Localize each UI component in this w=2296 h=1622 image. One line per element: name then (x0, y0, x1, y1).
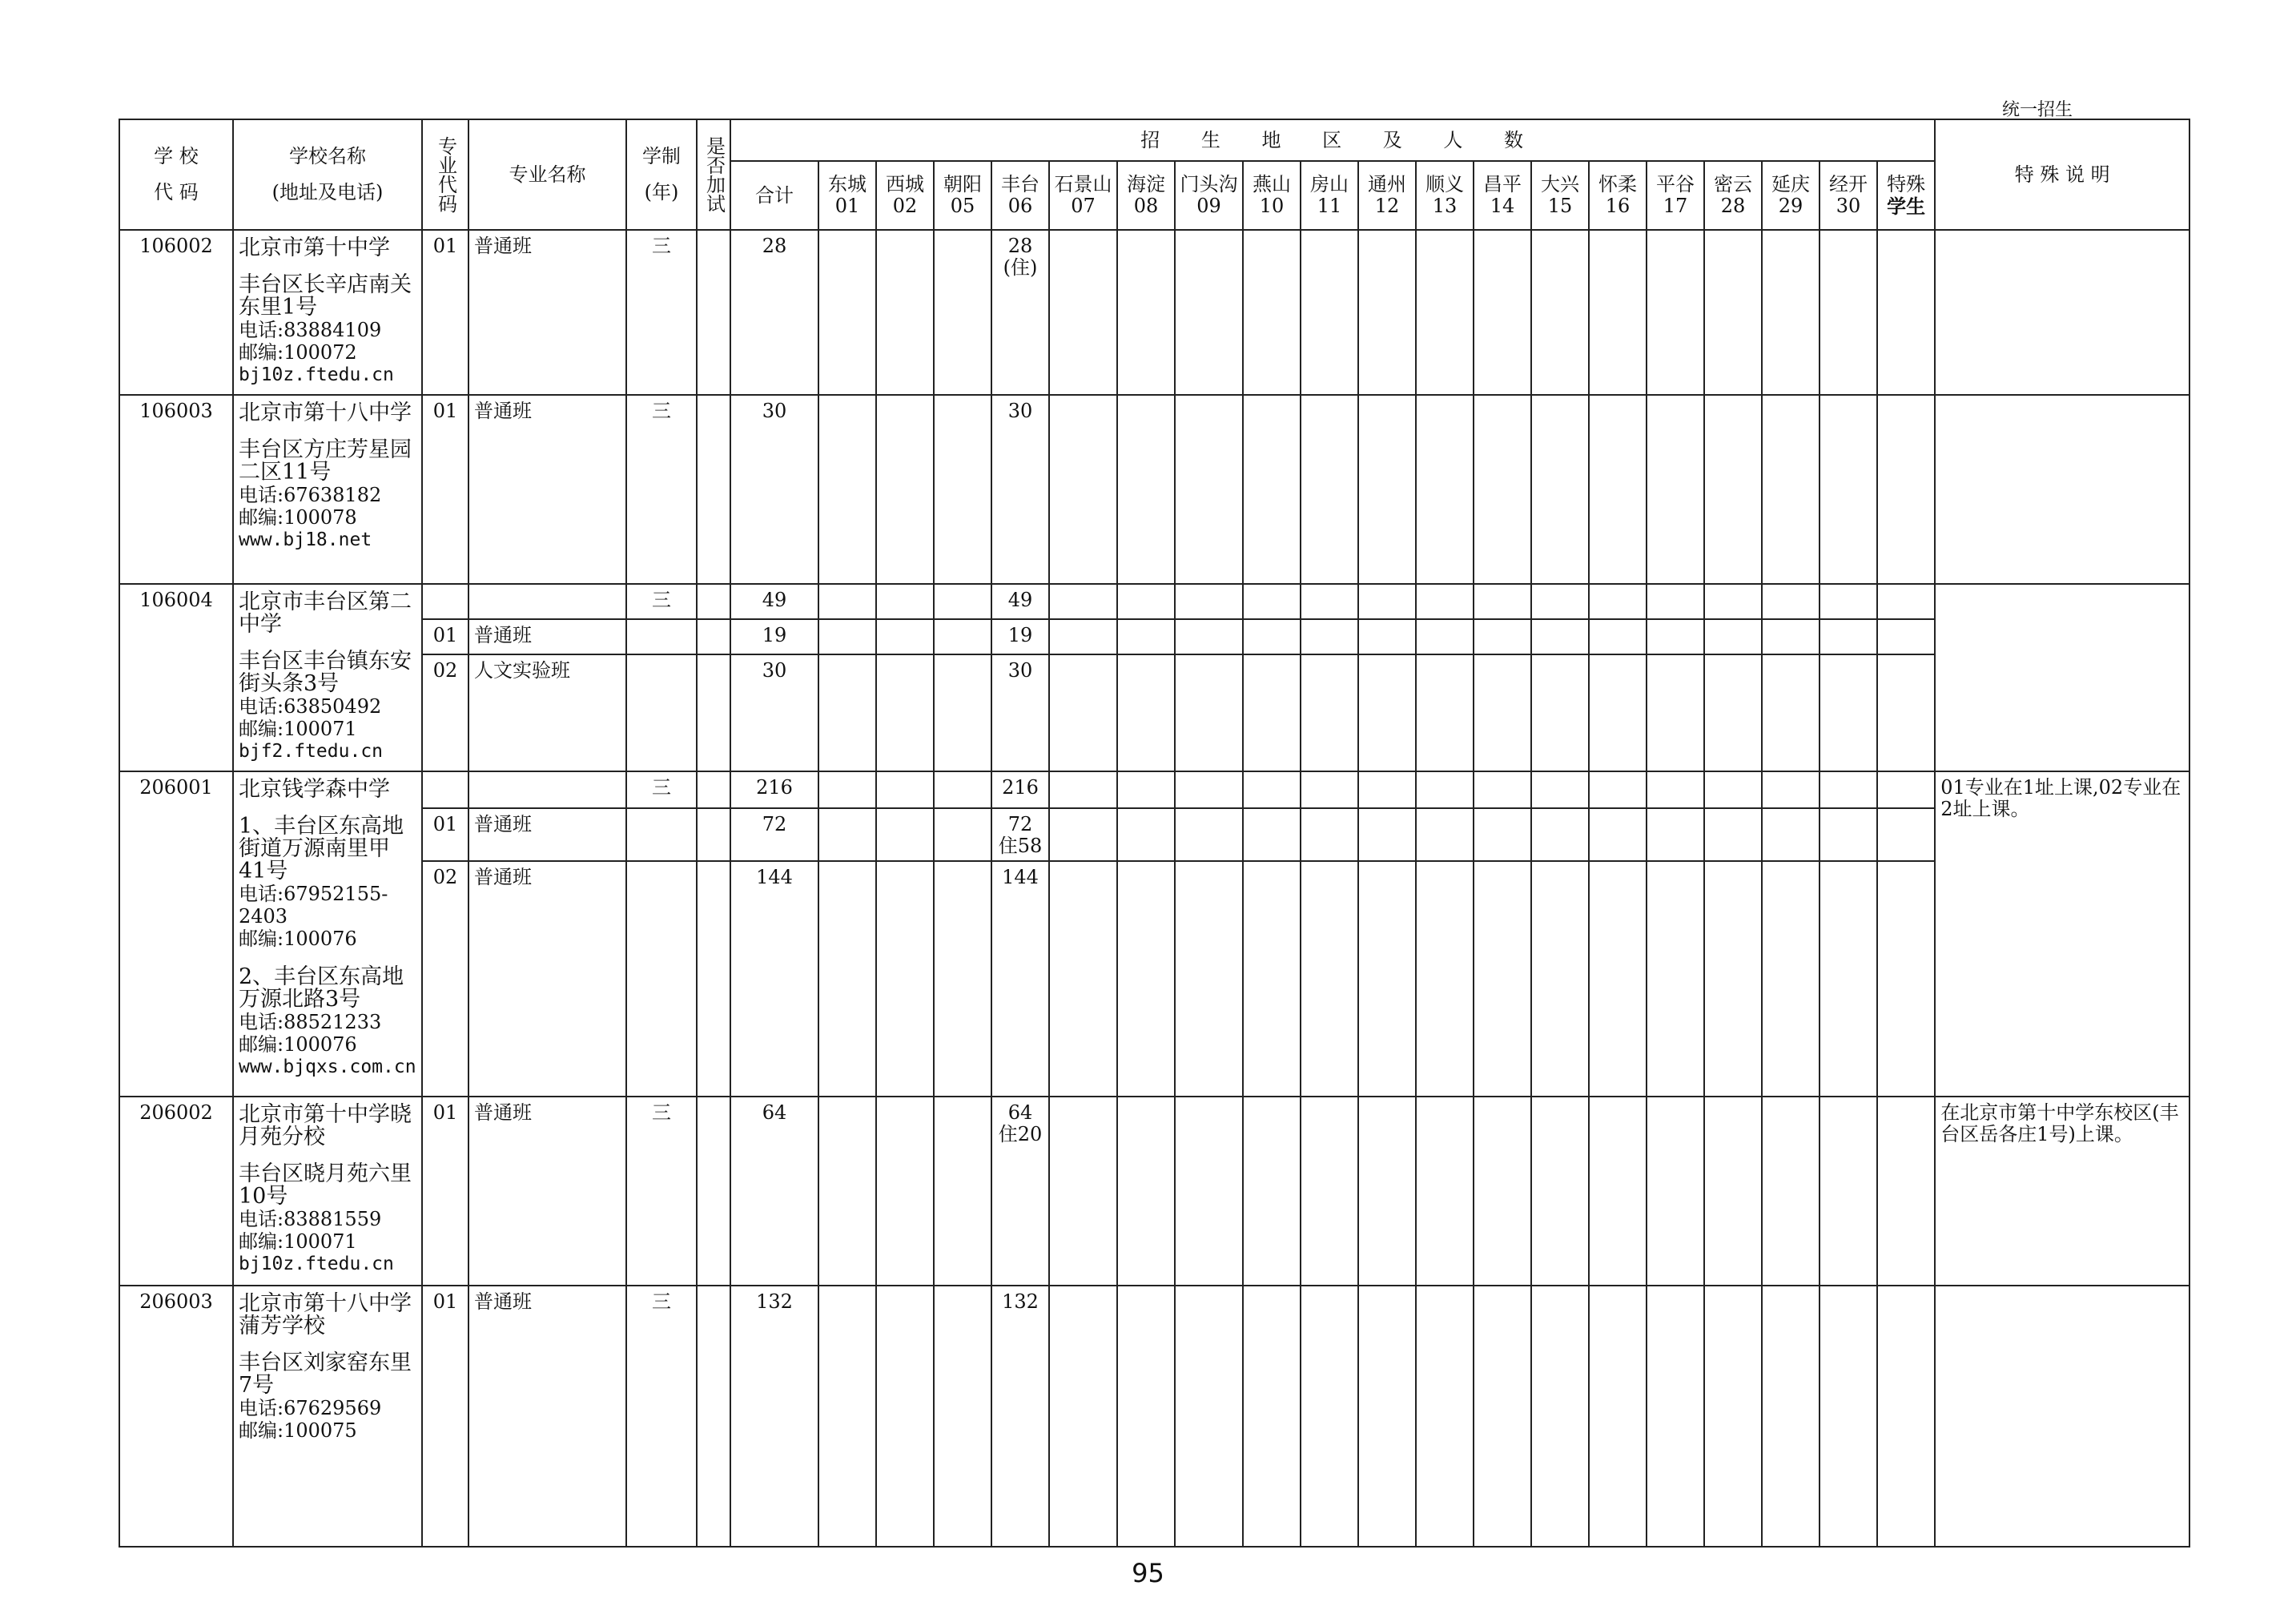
duration: 三 (626, 584, 697, 619)
enrollment-table (119, 119, 2190, 1548)
total: 144 (730, 861, 818, 1097)
region-code: 学生 (1887, 195, 1926, 218)
header-school-code-line1: 学 校 (154, 145, 199, 167)
header-school-code (119, 119, 233, 230)
region-code: 28 (1720, 195, 1746, 217)
school-website: www.bj18.net (239, 529, 372, 550)
header-special-note: 特 殊 说 明 (1935, 119, 2189, 230)
major-code: 01 (422, 1286, 468, 1547)
school-postcode: 邮编:100071 (239, 718, 357, 740)
school-address: 丰台区晓月苑六里10号 (239, 1161, 412, 1209)
special-note: 01专业在1址上课,02专业在2址上课。 (1935, 771, 2189, 1097)
region-header-11 (1416, 161, 1474, 230)
header-school-name (233, 119, 422, 230)
region-name: 昌平 (1483, 173, 1522, 195)
header-school-name-line1: 学校名称 (289, 145, 366, 167)
school-code: 106002 (119, 230, 233, 395)
special-note (1935, 584, 2189, 771)
region-name: 门头沟 (1180, 173, 1238, 195)
region-code: 02 (892, 195, 918, 217)
total: 72 (730, 808, 818, 861)
school-address: 丰台区长辛店南关东里1号 (239, 272, 412, 320)
region-header-12 (1474, 161, 1531, 230)
region-name: 特殊 (1887, 173, 1926, 195)
duration: 三 (626, 395, 697, 584)
school-phone: 电话:67629569 (239, 1397, 382, 1419)
total: 19 (730, 619, 818, 654)
school-info (233, 1097, 422, 1286)
region-header-1 (818, 161, 876, 230)
fengtai-boarding: (住) (1003, 256, 1038, 279)
region-name: 大兴 (1541, 173, 1579, 195)
region-code: 06 (1007, 195, 1033, 217)
header-major-code-text: 专业代码 (434, 136, 457, 213)
school-address: 丰台区方庄芳星园二区11号 (239, 437, 412, 485)
fengtai-cell (991, 230, 1049, 395)
region-name: 通州 (1368, 173, 1406, 195)
region-code: 29 (1778, 195, 1803, 217)
region-header-5 (1049, 161, 1117, 230)
region-name: 顺义 (1425, 173, 1464, 195)
school-info (233, 395, 422, 584)
table-row (119, 230, 2189, 395)
special-note (1935, 395, 2189, 584)
major-code: 01 (422, 1097, 468, 1286)
region-code: 15 (1547, 195, 1573, 217)
special-note (1935, 1286, 2189, 1547)
extra-test (697, 1097, 730, 1286)
top-note: 统一招生 (2002, 100, 2073, 120)
school-postcode: 邮编:100078 (239, 506, 357, 529)
fengtai-count: 132 (991, 1286, 1049, 1547)
fengtai-count: 28 (1007, 235, 1033, 257)
header-major-name: 专业名称 (468, 119, 626, 230)
school-code: 206003 (119, 1286, 233, 1547)
fengtai-count: 144 (991, 861, 1049, 1097)
fengtai-count: 19 (991, 619, 1049, 654)
region-name: 平谷 (1656, 173, 1695, 195)
school-postcode: 邮编:100071 (239, 1230, 357, 1253)
region-header-9 (1301, 161, 1358, 230)
school-phone-1: 电话:67952155-2403 (239, 883, 388, 928)
header-duration-line1: 学制 (642, 145, 681, 167)
region-header-3 (934, 161, 991, 230)
major-code: 01 (422, 619, 468, 654)
region-name: 朝阳 (943, 173, 982, 195)
major-name: 普通班 (468, 808, 626, 861)
school-website: www.bjqxs.com.cn (239, 1057, 416, 1077)
major-code: 02 (422, 861, 468, 1097)
school-name: 北京钱学森中学 (239, 777, 390, 802)
major-code: 01 (422, 808, 468, 861)
region-name: 怀柔 (1598, 173, 1637, 195)
duration: 三 (626, 230, 697, 395)
major-code: 01 (422, 230, 468, 395)
header-duration (626, 119, 697, 230)
school-website: bjf2.ftedu.cn (239, 741, 384, 762)
school-postcode-1: 邮编:100076 (239, 928, 357, 950)
table-row (119, 654, 2189, 771)
region-code: 11 (1317, 195, 1342, 217)
school-name: 北京市第十中学 (239, 235, 390, 260)
table-row (119, 1286, 2189, 1547)
total: 28 (730, 230, 818, 395)
school-postcode-2: 邮编:100076 (239, 1033, 357, 1056)
school-phone: 电话:83881559 (239, 1208, 382, 1230)
region-name: 密云 (1714, 173, 1752, 195)
region-name: 海淀 (1127, 173, 1165, 195)
school-postcode: 邮编:100075 (239, 1419, 357, 1442)
school-info (233, 771, 422, 1097)
total: 30 (730, 395, 818, 584)
region-name: 经开 (1829, 173, 1868, 195)
header-major-code (422, 119, 468, 230)
school-name: 北京市第十八中学 (239, 400, 412, 425)
region-name: 房山 (1310, 173, 1349, 195)
fengtai-count: 216 (991, 771, 1049, 808)
school-name: 北京市丰台区第二中学 (239, 590, 412, 637)
header-school-code-line2: 代 码 (154, 181, 199, 203)
school-address: 丰台区丰台镇东安街头条3号 (239, 649, 412, 696)
school-code: 206002 (119, 1097, 233, 1286)
region-name: 燕山 (1253, 173, 1291, 195)
table-row (119, 584, 2189, 619)
header-extra-test-text: 是否加试 (702, 136, 726, 213)
school-postcode: 邮编:100072 (239, 341, 357, 364)
region-name: 西城 (886, 173, 924, 195)
total: 30 (730, 654, 818, 771)
school-phone-2: 电话:88521233 (239, 1011, 382, 1033)
school-code: 106004 (119, 584, 233, 771)
major-name: 普通班 (468, 1097, 626, 1286)
school-name: 北京市第十八中学蒲芳学校 (239, 1291, 412, 1338)
school-address-2: 2、丰台区东高地万源北路3号 (239, 964, 404, 1012)
region-name: 丰台 (1001, 173, 1039, 195)
major-name: 人文实验班 (468, 654, 626, 771)
special-note (1935, 230, 2189, 395)
major-name: 普通班 (468, 395, 626, 584)
region-header-15 (1647, 161, 1704, 230)
major-name: 普通班 (468, 1286, 626, 1547)
region-header-19 (1877, 161, 1935, 230)
school-info (233, 584, 422, 771)
region-header-13 (1531, 161, 1589, 230)
school-code: 106003 (119, 395, 233, 584)
region-header-17 (1762, 161, 1820, 230)
total: 216 (730, 771, 818, 808)
fengtai-count: 30 (991, 395, 1049, 584)
region-header-4 (991, 161, 1049, 230)
region-header-6 (1117, 161, 1175, 230)
total: 64 (730, 1097, 818, 1286)
region-header-8 (1243, 161, 1301, 230)
header-school-name-line2: (地址及电话) (271, 181, 384, 203)
region-code: 05 (950, 195, 975, 217)
region-code: 08 (1133, 195, 1159, 217)
region-name: 延庆 (1771, 173, 1810, 195)
region-code: 07 (1071, 195, 1096, 217)
major-name: 普通班 (468, 861, 626, 1097)
major-name: 普通班 (468, 230, 626, 395)
header-duration-line2: (年) (644, 181, 679, 203)
school-phone: 电话:63850492 (239, 695, 382, 718)
table-row (119, 395, 2189, 584)
header-row-1 (119, 119, 2189, 161)
school-info (233, 230, 422, 395)
fengtai-count: 49 (991, 584, 1049, 619)
school-code: 206001 (119, 771, 233, 1097)
region-name: 东城 (828, 173, 867, 195)
region-header-16 (1704, 161, 1762, 230)
region-code: 09 (1196, 195, 1221, 217)
duration: 三 (626, 771, 697, 808)
region-header-18 (1820, 161, 1877, 230)
region-header-7 (1175, 161, 1243, 230)
fengtai-cell (991, 808, 1049, 861)
school-address-1: 1、丰台区东高地街道万源南里甲41号 (239, 814, 404, 883)
duration: 三 (626, 1286, 697, 1547)
region-code: 17 (1663, 195, 1688, 217)
region-code: 12 (1374, 195, 1400, 217)
fengtai-boarding: 住20 (998, 1123, 1043, 1145)
region-code: 16 (1605, 195, 1631, 217)
total: 132 (730, 1286, 818, 1547)
school-website: bj10z.ftedu.cn (239, 364, 394, 385)
table-row (119, 619, 2189, 654)
region-code: 10 (1259, 195, 1285, 217)
table-row (119, 808, 2189, 861)
fengtai-cell (991, 1097, 1049, 1286)
region-code: 30 (1836, 195, 1861, 217)
major-code: 02 (422, 654, 468, 771)
table-row (119, 771, 2189, 808)
school-website: bj10z.ftedu.cn (239, 1254, 394, 1274)
region-header-0 (730, 161, 818, 230)
school-phone: 电话:67638182 (239, 484, 382, 506)
header-region-title: 招 生 地 区 及 人 数 (730, 119, 1935, 161)
region-name: 合计 (755, 183, 794, 207)
table-row (119, 861, 2189, 1097)
header-extra-test (697, 119, 730, 230)
school-name: 北京市第十中学晓月苑分校 (239, 1102, 412, 1149)
fengtai-count: 64 (1007, 1101, 1033, 1124)
region-header-2 (876, 161, 934, 230)
table-row (119, 1097, 2189, 1286)
region-code: 14 (1490, 195, 1515, 217)
page-number: 95 (1132, 1558, 1164, 1588)
fengtai-boarding: 住58 (998, 835, 1043, 857)
major-name: 普通班 (468, 619, 626, 654)
school-phone: 电话:83884109 (239, 319, 382, 341)
total: 49 (730, 584, 818, 619)
special-note: 在北京市第十中学东校区(丰台区岳各庄1号)上课。 (1935, 1097, 2189, 1286)
region-name: 石景山 (1054, 173, 1112, 195)
region-code: 13 (1432, 195, 1458, 217)
fengtai-count: 30 (991, 654, 1049, 771)
fengtai-count: 72 (1007, 813, 1033, 835)
region-code: 01 (834, 195, 860, 217)
extra-test (697, 230, 730, 395)
duration: 三 (626, 1097, 697, 1286)
extra-test (697, 395, 730, 584)
extra-test (697, 1286, 730, 1547)
region-header-10 (1358, 161, 1416, 230)
school-info (233, 1286, 422, 1547)
region-header-14 (1589, 161, 1647, 230)
major-code: 01 (422, 395, 468, 584)
school-address: 丰台区刘家窑东里7号 (239, 1350, 412, 1398)
